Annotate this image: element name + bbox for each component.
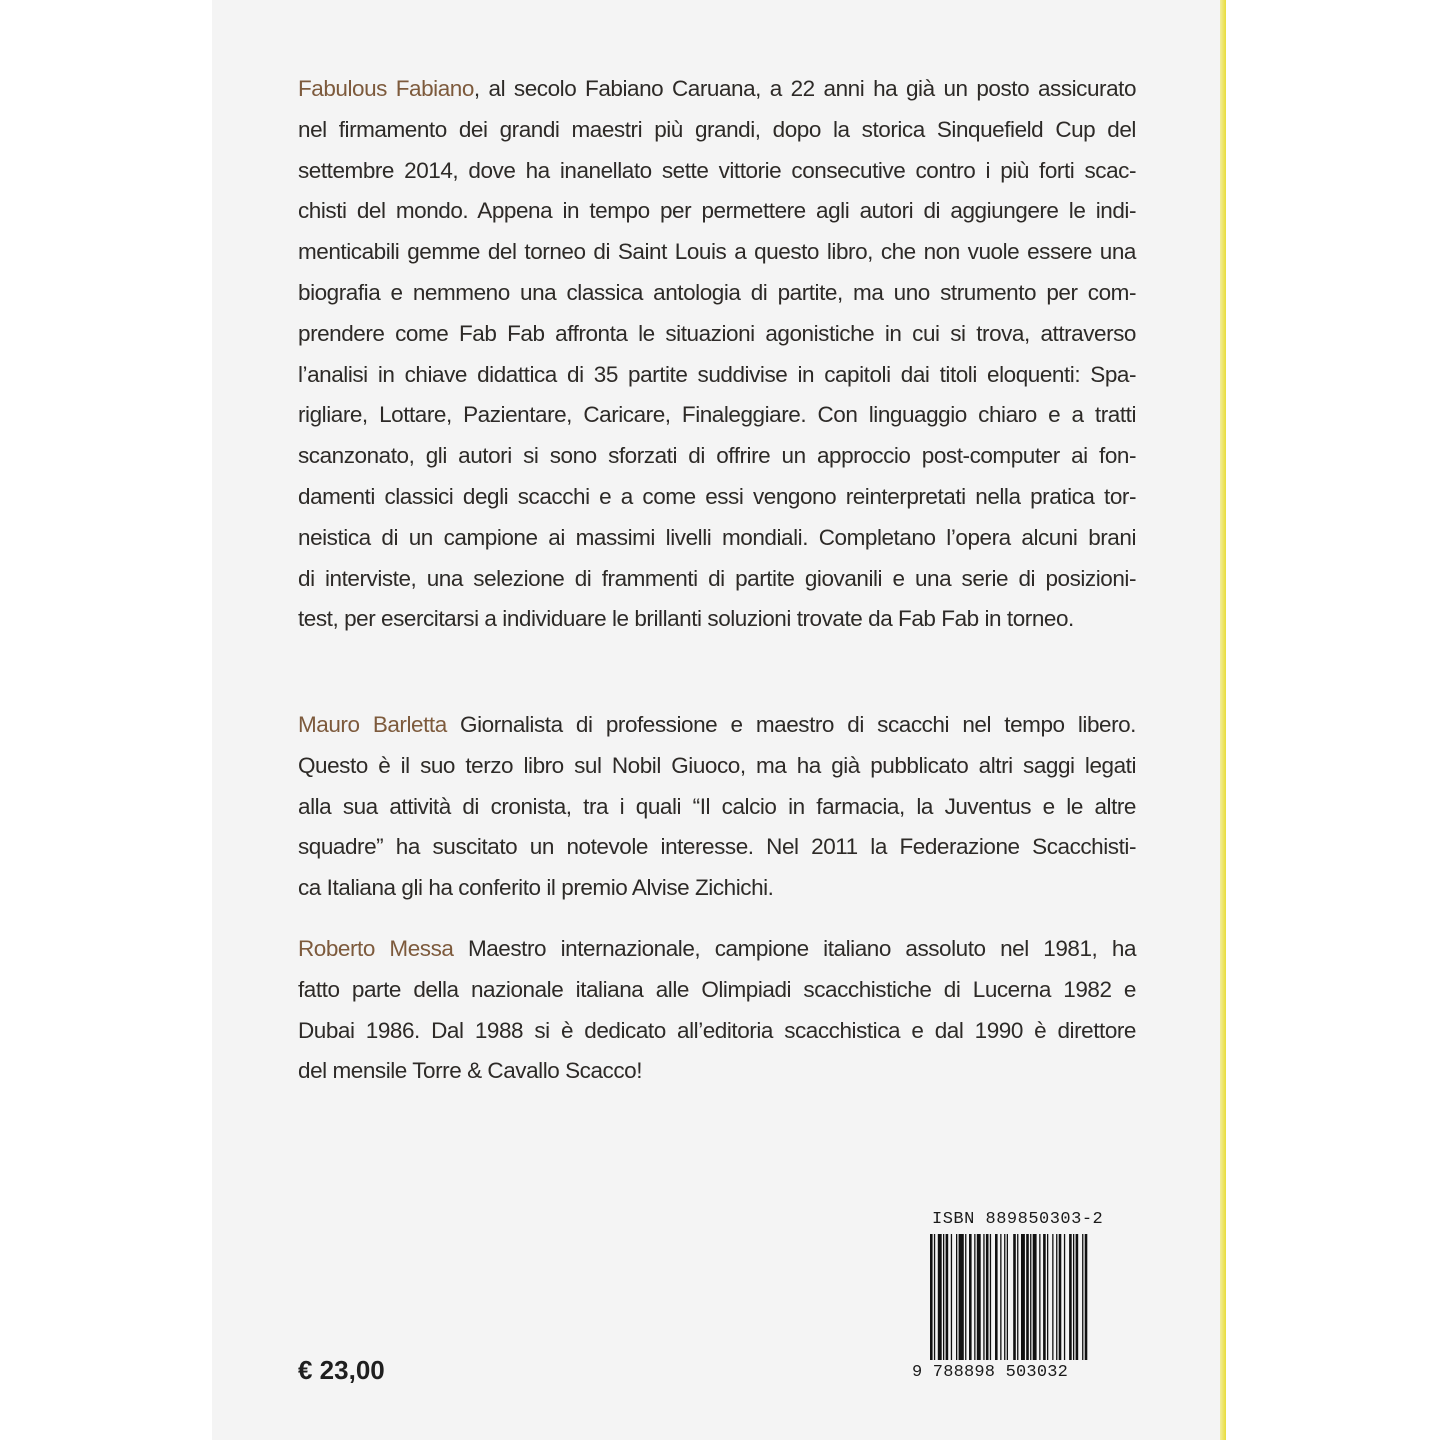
price-label: € 23,00 xyxy=(298,1355,385,1385)
blurb-lead: Fabulous Fabiano xyxy=(298,76,474,101)
book-blurb xyxy=(298,69,1136,640)
blurb-line: settembre 2014, dove ha inanellato sette vittorie consecutive contro i più forti scac- xyxy=(298,157,1136,183)
author-name: Mauro Barletta xyxy=(298,712,447,737)
bio-line: Roberto Messa Maestro internazionale, campione italiano assoluto nel 1981, ha xyxy=(298,936,1137,961)
blurb-line: Fabulous Fabiano, al secolo Fabiano Caruana, a 22 anni ha già un posto assicurato xyxy=(298,76,1137,101)
blurb-line: di interviste, una selezione di frammenti di partite giovanili e una serie di posizioni- xyxy=(298,565,1136,591)
bio-line: squadre” ha suscitato un notevole interesse. Nel 2011 la Federazione Scacchisti- xyxy=(298,834,1136,860)
blurb-line: prendere come Fab Fab affronta le situazioni agonistiche in cui si trova, attraverso xyxy=(298,320,1136,346)
author-bio-barletta xyxy=(298,705,1136,909)
blurb-line: nel firmamento dei grandi maestri più grandi, dopo la storica Sinquefield Cup del xyxy=(298,116,1136,142)
bio-line: ca Italiana gli ha conferito il premio Alvise Zichichi. xyxy=(298,875,774,901)
blurb-line: chisti del mondo. Appena in tempo per permettere agli autori di aggiungere le indi- xyxy=(298,198,1136,224)
blurb-line: test, per esercitarsi a individuare le brillanti soluzioni trovate da Fab Fab in torneo. xyxy=(298,606,1074,632)
barcode-icon xyxy=(928,1234,1122,1360)
blurb-line: damenti classici degli scacchi e a come essi vengono reinterpretati nella pratica tor- xyxy=(298,483,1136,509)
author-name: Roberto Messa xyxy=(298,936,454,961)
blurb-line: scanzonato, gli autori si sono sforzati di offrire un approccio post-computer ai fon- xyxy=(298,443,1136,469)
yellow-spine-edge xyxy=(1220,0,1226,1440)
bio-line: Questo è il suo terzo libro sul Nobil Giuoco, ma ha già pubblicato altri saggi legati xyxy=(298,752,1136,778)
author-bio-messa xyxy=(298,929,1136,1092)
bio-line: fatto parte della nazionale italiana alle Olimpiadi scacchistiche di Lucerna 1982 e xyxy=(298,976,1136,1002)
bio-line: Mauro Barletta Giornalista di professione e maestro di scacchi nel tempo libero. xyxy=(298,712,1136,737)
blurb-line: rigliare, Lottare, Pazientare, Caricare, Finaleggiare. Con linguaggio chiaro e a tratti xyxy=(298,402,1136,428)
bio-line: alla sua attività di cronista, tra i quali “Il calcio in farmacia, la Juventus e le altre xyxy=(298,793,1136,819)
isbn-digits: 9 788898 503032 xyxy=(912,1363,1069,1382)
bio-line: Dubai 1986. Dal 1988 si è dedicato all’editoria scacchistica e dal 1990 è direttore xyxy=(298,1017,1136,1043)
bio-line: del mensile Torre & Cavallo Scacco! xyxy=(298,1058,642,1084)
blurb-line: l’analisi in chiave didattica di 35 partite suddivise in capitoli dai titoli eloquenti: Spa- xyxy=(298,361,1136,387)
isbn-label: ISBN 889850303-2 xyxy=(932,1210,1104,1229)
blurb-line: menticabili gemme del torneo di Saint Louis a questo libro, che non vuole essere una xyxy=(298,239,1136,265)
blurb-line: biografia e nemmeno una classica antologia di partite, ma uno strumento per com- xyxy=(298,279,1136,305)
blurb-line: neistica di un campione ai massimi livelli mondiali. Completano l’opera alcuni brani xyxy=(298,524,1136,550)
